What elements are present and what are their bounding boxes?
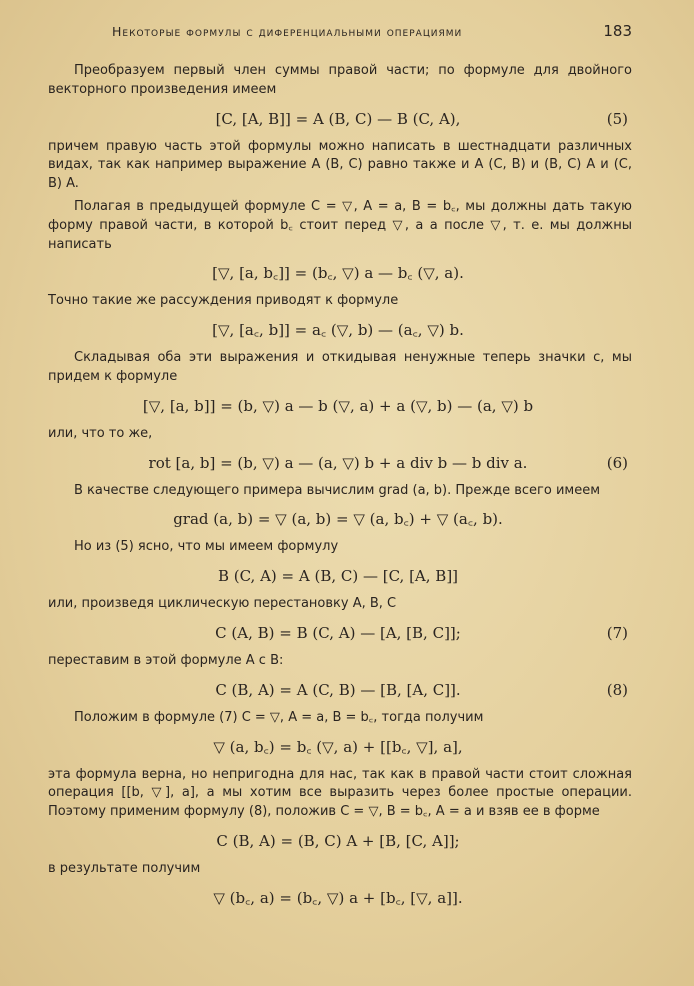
equation [48, 448, 632, 478]
page-body [48, 62, 632, 917]
paragraph: В качестве следующего примера вычислим grad (a, b). Прежде всего имеем [74, 482, 601, 498]
paragraph: Полагая в предыдущей формуле C = ▽, A = a, B = b꜀, мы должны дать такую форму правой части, в которой b꜀ стоит перед ▽, а а после ▽, т. е. мы должны написать [48, 198, 632, 252]
running-title: Некоторые формулы с диференциальными операциями [112, 24, 463, 39]
equation-formula: ▽ (b꜀, a) = (b꜀, ▽) a + [b꜀, [▽, a]]. [213, 888, 463, 907]
running-header [112, 22, 632, 44]
equation [48, 315, 632, 345]
equation-formula: B (C, A) = A (B, C) — [C, [A, B]] [217, 567, 459, 586]
equation-number: (6) [606, 453, 628, 472]
paragraph: причем правую часть этой формулы можно написать в шестнадцати различных видах, так как например выражение A (B, C) равно также и A (C, B) и (B, C) A и (C, B) A. [48, 138, 632, 192]
paragraph: эта формула верна, но непригодна для нас, так как в правой части стоит сложная операция [[b, ▽], a], а мы хотим все выразить через более простые операции. Поэтому применим формулу (8), положив C = ▽, B = b꜀, A = a и взяв ее в форме [48, 766, 632, 820]
paragraph: Положим в формуле (7) C = ▽, A = a, B = b꜀, тогда получим [74, 709, 484, 725]
equation [48, 104, 632, 134]
paragraph: Но из (5) ясно, что мы имеем формулу [74, 539, 339, 555]
page-number: 183 [603, 22, 632, 40]
equation [48, 504, 632, 534]
paragraph: переставим в этой формуле A с B: [48, 652, 284, 668]
equation [48, 561, 632, 591]
equation [48, 258, 632, 288]
equation [48, 826, 632, 856]
equation-formula: grad (a, b) = ▽ (a, b) = ▽ (a, b꜀) + ▽ (a꜀, b). [173, 510, 503, 529]
equation-formula: [▽, [a, b꜀]] = (b꜀, ▽) a — b꜀ (▽, a). [212, 264, 464, 283]
equation-formula: C (B, A) = (B, C) A + [B, [C, A]]; [216, 831, 460, 850]
paragraph: в результате получим [48, 860, 201, 876]
equation [48, 675, 632, 705]
paragraph: или, произведя циклическую перестановку A, B, C [48, 596, 397, 612]
equation-formula: rot [a, b] = (b, ▽) a — (a, ▽) b + a div b — b div a. [148, 453, 528, 472]
equation-number: (5) [606, 109, 628, 128]
equation-formula: [▽, [a, b]] = (b, ▽) a — b (▽, a) + a (▽, b) — (a, ▽) b [142, 396, 534, 415]
equation-formula: ▽ (a, b꜀) = b꜀ (▽, a) + [[b꜀, ▽], a], [213, 737, 463, 756]
equation-number: (7) [606, 623, 628, 642]
equation-formula: [C, [A, B]] = A (B, C) — B (C, A), [215, 109, 461, 128]
equation [48, 732, 632, 762]
equation [48, 883, 632, 913]
equation-number: (8) [606, 680, 628, 699]
paragraph: Точно такие же рассуждения приводят к формуле [48, 293, 399, 309]
paragraph: Складывая оба эти выражения и откидывая ненужные теперь значки c, мы придем к формуле [48, 350, 632, 384]
paragraph: Преобразуем первый член суммы правой части; по формуле для двойного векторного произведения имеем [48, 63, 632, 97]
paragraph: или, что то же, [48, 425, 153, 441]
equation-formula: [▽, [a꜀, b]] = a꜀ (▽, b) — (a꜀, ▽) b. [212, 321, 464, 340]
equation-formula: C (B, A) = A (C, B) — [B, [A, C]]. [215, 680, 461, 699]
equation [48, 618, 632, 648]
equation-formula: C (A, B) = B (C, A) — [A, [B, C]]; [215, 623, 461, 642]
equation [48, 391, 632, 421]
